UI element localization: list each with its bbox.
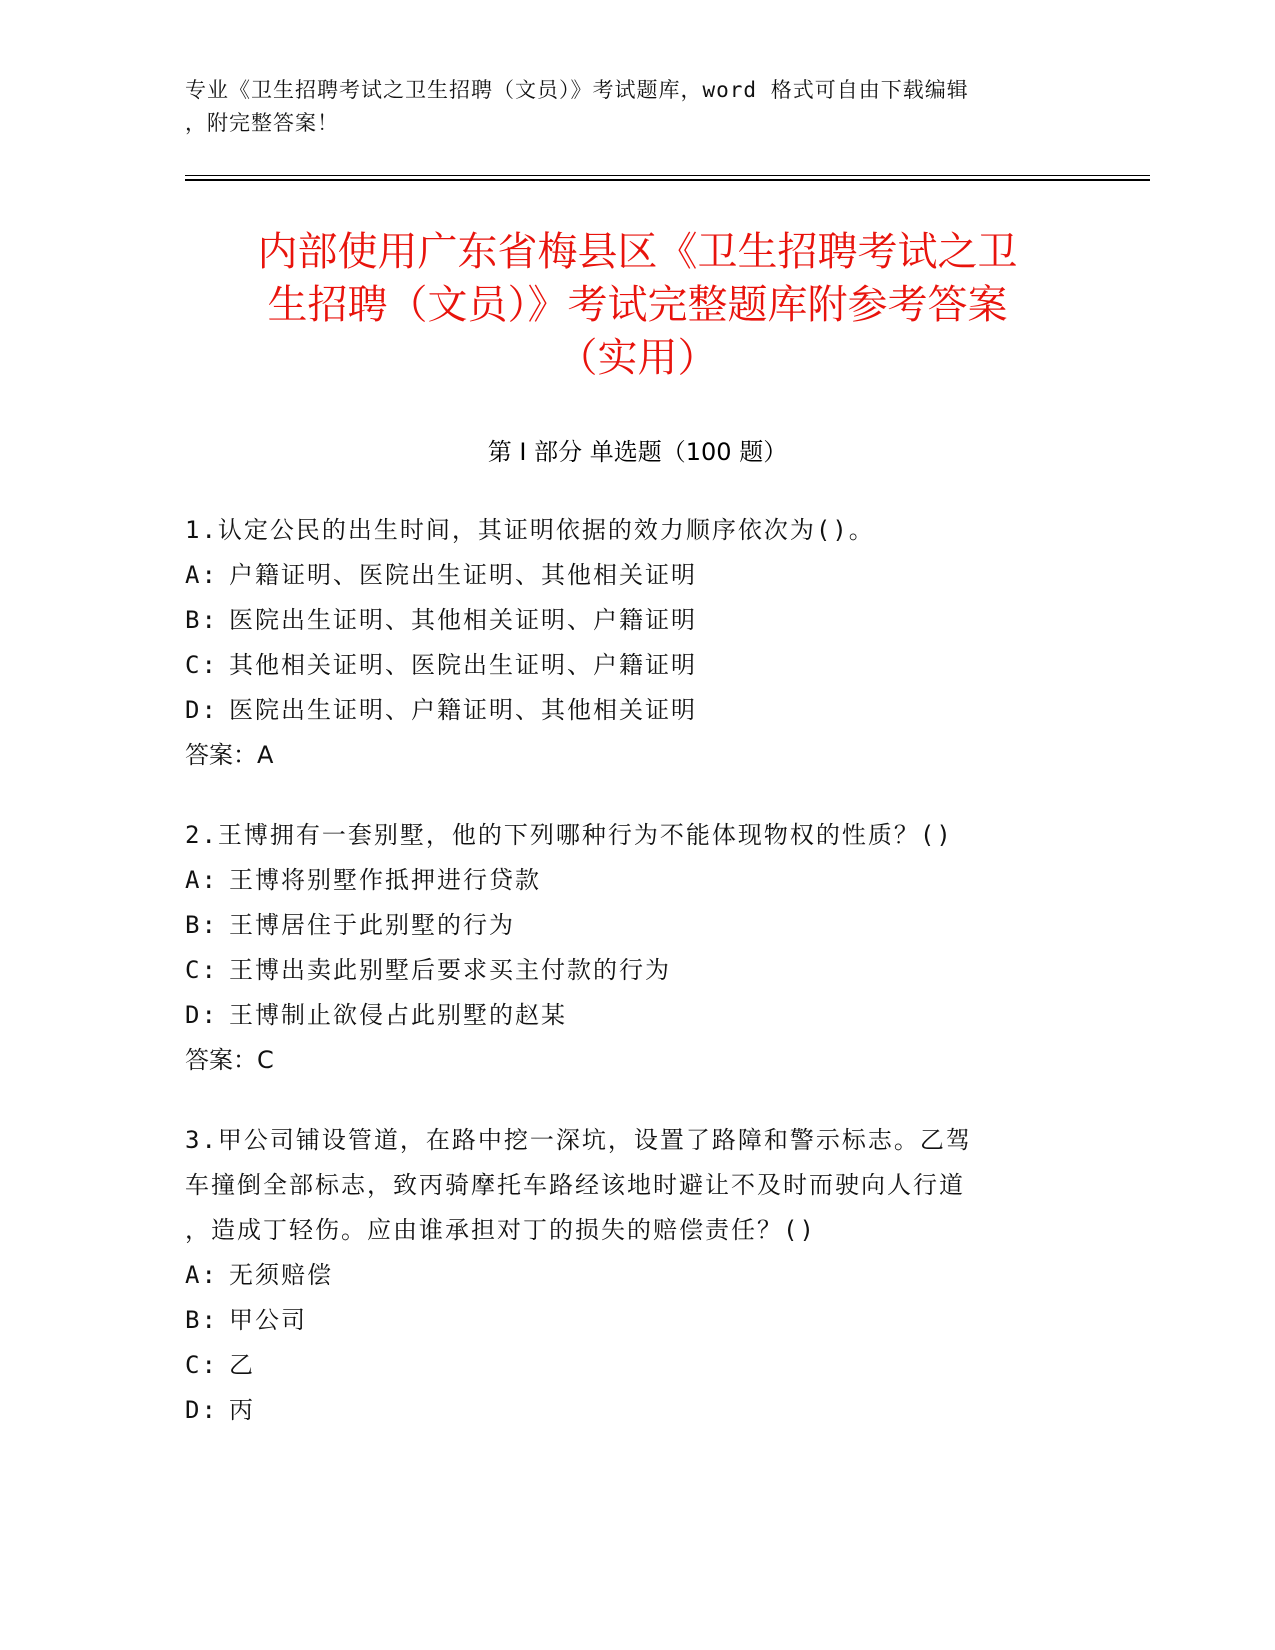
option-letter: B: [185,606,218,634]
option-text: 甲公司 [229,1306,307,1334]
option-b [185,598,1090,643]
section-heading: 第 I 部分 单选题（100 题） [487,438,788,466]
option-letter: A: [185,1261,218,1289]
option-letter: C: [185,651,218,679]
question-stem-line: 车撞倒全部标志，致丙骑摩托车路经该地时避让不及时而驶向人行道 [185,1171,965,1199]
option-text: 王博居住于此别墅的行为 [229,911,515,939]
question-stem [185,1118,1090,1253]
question-stem-line: 1.认定公民的出生时间，其证明依据的效力顺序依次为()。 [185,516,875,544]
option-d [185,993,1090,1038]
question-stem [185,508,1090,553]
option-letter: D: [185,696,218,724]
title-line: 内部使用广东省梅县区《卫生招聘考试之卫 [257,229,1018,275]
option-a [185,553,1090,598]
option-letter: A: [185,561,218,589]
document-title [185,226,1090,385]
option-d [185,688,1090,733]
option-c [185,1343,1090,1388]
option-b [185,1298,1090,1343]
option-letter: B: [185,911,218,939]
option-letter: D: [185,1396,218,1424]
option-text: 户籍证明、医院出生证明、其他相关证明 [229,561,697,589]
question-stem [185,813,1090,858]
header-note [185,74,1065,140]
question-stem-line: ，造成丁轻伤。应由谁承担对丁的损失的赔偿责任？() [185,1216,816,1244]
option-a [185,1253,1090,1298]
question-2 [185,813,1090,1083]
option-text: 王博出卖此别墅后要求买主付款的行为 [229,956,671,984]
header-divider-thick [185,179,1150,181]
option-letter: B: [185,1306,218,1334]
question-stem-line: 2.王博拥有一套别墅，他的下列哪种行为不能体现物权的性质？() [185,821,953,849]
header-divider-thin [185,175,1150,176]
option-text: 医院出生证明、其他相关证明、户籍证明 [229,606,697,634]
option-text: 乙 [229,1351,255,1379]
header-note-line: ，附完整答案！ [185,111,339,135]
header-note-line: 专业《卫生招聘考试之卫生招聘（文员）》考试题库，word 格式可自由下载编辑 [185,78,969,102]
option-text: 王博制止欲侵占此别墅的赵某 [229,1001,567,1029]
option-text: 王博将别墅作抵押进行贷款 [229,866,541,894]
option-b [185,903,1090,948]
option-d [185,1388,1090,1433]
option-letter: C: [185,1351,218,1379]
option-text: 丙 [229,1396,255,1424]
question-3 [185,1118,1090,1433]
option-c [185,948,1090,993]
option-text: 医院出生证明、户籍证明、其他相关证明 [229,696,697,724]
option-letter: C: [185,956,218,984]
answer-label: 答案：A [185,741,274,769]
question-stem-line: 3.甲公司铺设管道，在路中挖一深坑，设置了路障和警示标志。乙驾 [185,1126,972,1154]
option-letter: D: [185,1001,218,1029]
title-line: （实用） [557,335,718,381]
option-text: 无须赔偿 [229,1261,333,1289]
option-a [185,858,1090,903]
option-letter: A: [185,866,218,894]
option-text: 其他相关证明、医院出生证明、户籍证明 [229,651,697,679]
title-line: 生招聘（文员）》考试完整题库附参考答案 [267,282,1008,328]
question-1 [185,508,1090,778]
answer-label: 答案：C [185,1046,274,1074]
option-c [185,643,1090,688]
